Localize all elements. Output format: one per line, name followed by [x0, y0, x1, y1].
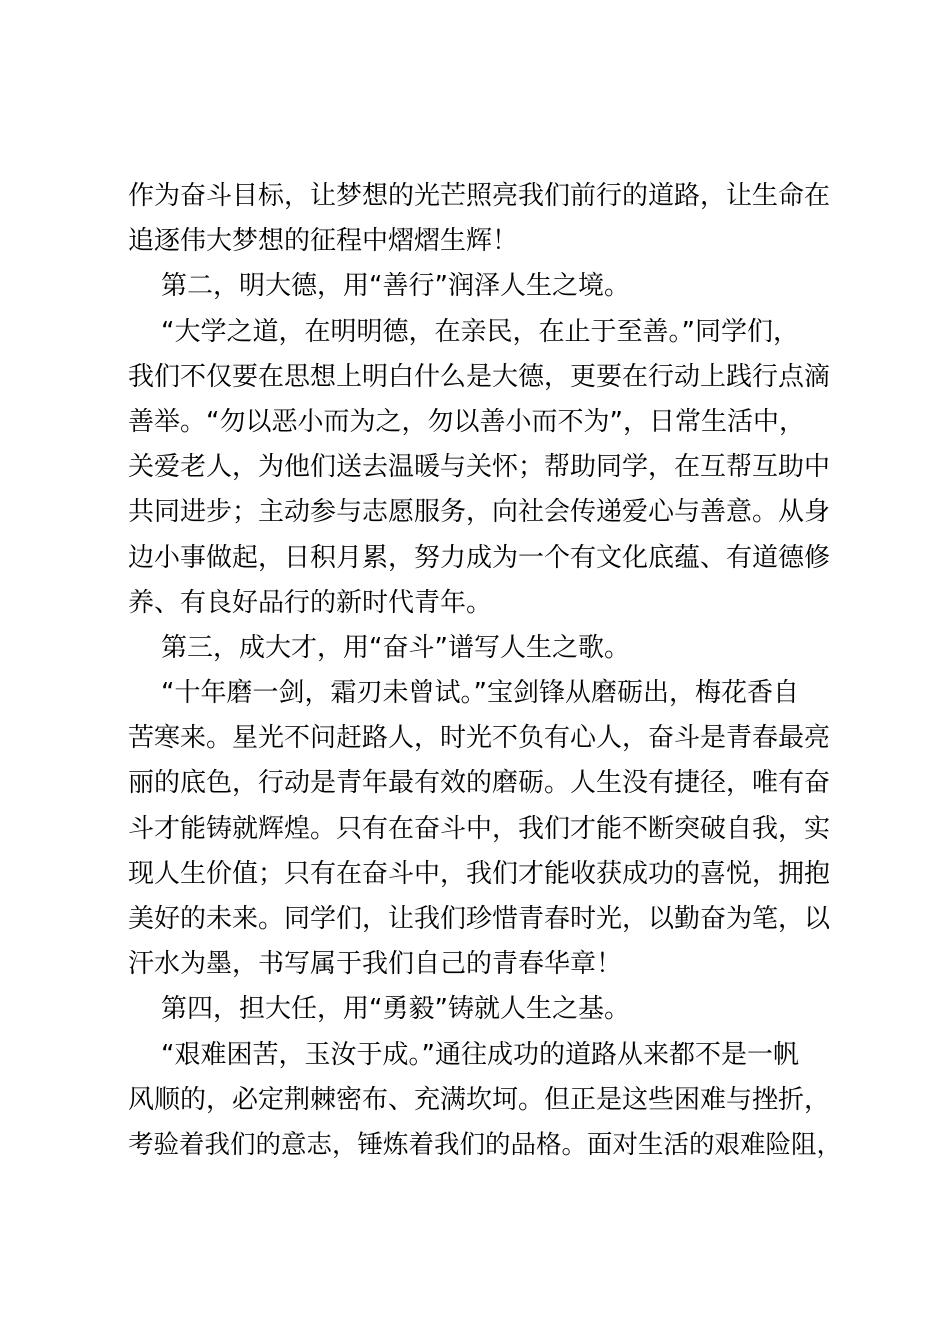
text-line: 共同进步；主动参与志愿服务，向社会传递爱心与善意。从身: [128, 497, 831, 528]
text-line: 追逐伟大梦想的征程中熠熠生辉！: [128, 226, 519, 257]
text-line: 养、有良好品行的新时代青年。: [128, 587, 493, 618]
text-line: 美好的未来。同学们，让我们珍惜青春时光，以勤奋为笔，以: [128, 904, 831, 934]
text-line: 关爱老人，为他们送去温暖与关怀；帮助同学，在互帮互助中: [128, 452, 831, 483]
text-line: 斗才能铸就辉煌。只有在奋斗中，我们才能不断突破自我，实: [128, 813, 831, 844]
section-heading: 第四，担大任，用“勇毅”铸就人生之基。: [128, 994, 630, 1025]
text-line: “大学之道，在明明德，在亲民，在止于至善。”同学们，: [128, 316, 799, 347]
body-text: [128, 174, 843, 1168]
text-line: 我们不仅要在思想上明白什么是大德，更要在行动上践行点滴: [128, 361, 831, 392]
text-line: “艰难困苦，玉汝于成。”通往成功的道路从来都不是一帆: [128, 1039, 799, 1070]
text-line: 善举。“勿以恶小而为之，勿以善小而不为”，日常生活中，: [128, 406, 805, 437]
text-line: 边小事做起，日积月累，努力成为一个有文化底蕴、有道德修: [128, 542, 831, 573]
text-line: 汗水为墨，书写属于我们自己的青春华章！: [128, 949, 623, 980]
text-line: 考验着我们的意志，锤炼着我们的品格。面对生活的艰难险阻，: [128, 1129, 843, 1160]
text-line: 风顺的，必定荆棘密布、充满坎坷。但正是这些困难与挫折，: [128, 1084, 831, 1115]
section-heading: 第二，明大德，用“善行”润泽人生之境。: [128, 271, 630, 302]
text-line: “十年磨一剑，霜刃未曾试。”宝剑锋从磨砺出，梅花香自: [128, 678, 799, 709]
text-line: 丽的底色，行动是青年最有效的磨砺。人生没有捷径，唯有奋: [128, 768, 831, 799]
text-line: 现人生价值；只有在奋斗中，我们才能收获成功的喜悦，拥抱: [128, 858, 831, 889]
text-line: 苦寒来。星光不问赶路人，时光不负有心人，奋斗是青春最亮: [128, 723, 831, 754]
section-heading: 第三，成大才，用“奋斗”谱写人生之歌。: [128, 632, 630, 663]
text-line: 作为奋斗目标，让梦想的光芒照亮我们前行的道路，让生命在: [128, 181, 831, 211]
